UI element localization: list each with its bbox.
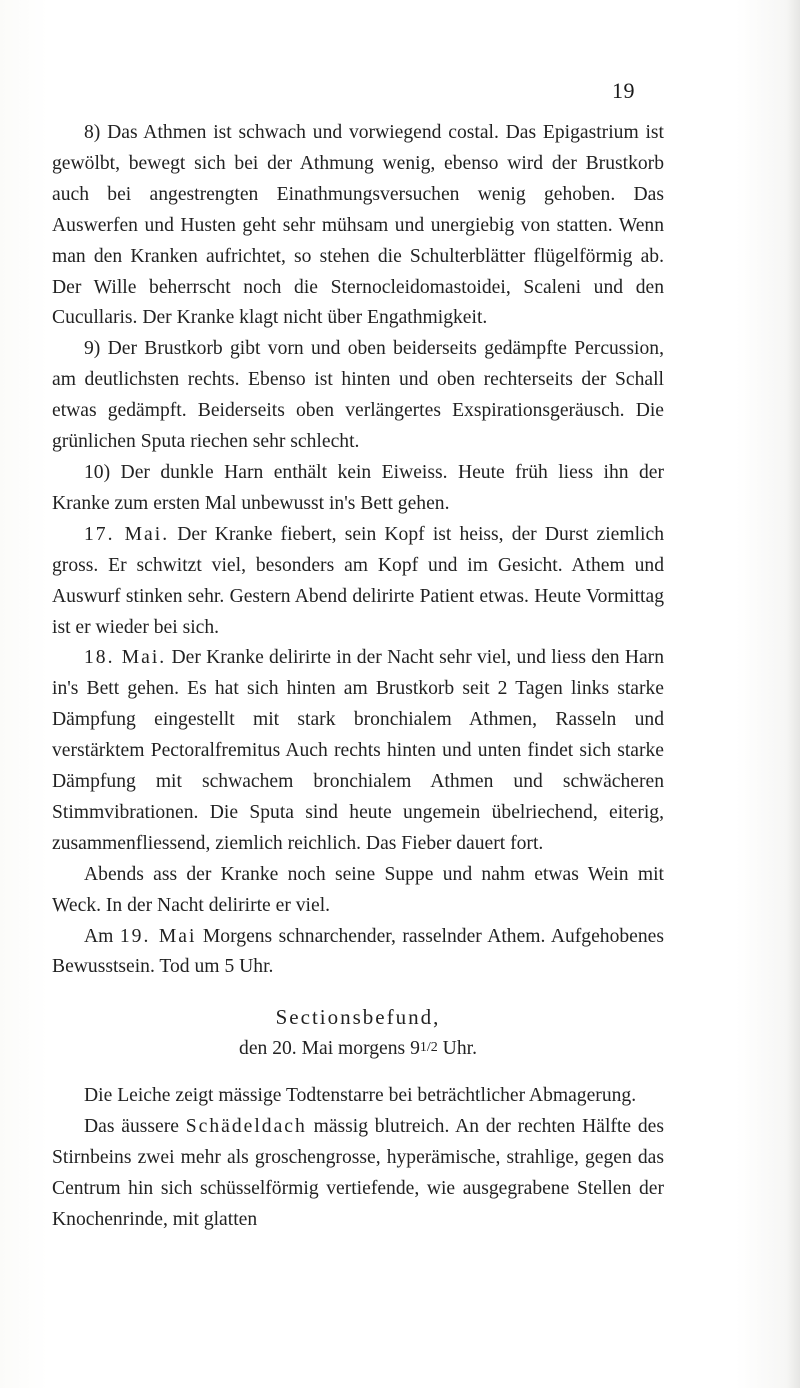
section-subheading xyxy=(52,1033,664,1065)
entry-may-17-text: Der Kranke fiebert, sein Kopf ist heiss, der Durst ziemlich gross. Er schwitzt viel, besonders am Kopf und im Gesicht. Athem und Auswurf stinken sehr. Gestern Abend delirirte Patient etwas. Heute Vormittag ist er wieder bei sich. xyxy=(52,523,664,638)
entry-may-18 xyxy=(52,643,664,859)
page-edge-shadow xyxy=(786,0,800,1388)
entry-may-17 xyxy=(52,520,664,644)
date-may-18: 18. Mai. xyxy=(84,647,167,669)
entry-may-18-text: Der Kranke delirirte in der Nacht sehr viel, und liess den Harn in's Bett gehen. Es hat sich hinten am Brustkorb seit 2 Tagen links starke Dämpfung eingestellt mit stark bronchialem Athmen, Rasseln und verstärktem Pectoralfremitus Auch rechts hinten und unten findet sich starke Dämpfung mit schwachem bronchialem Athmen und schwächeren Stimmvibrationen. Die Sputa sind heute ungemein übelriechend, eiterig, zusammenfliessend, ziemlich reichlich. Das Fieber dauert fort. xyxy=(52,647,664,854)
finding-paragraph-2 xyxy=(52,1112,664,1236)
date-may-17: 17. Mai. xyxy=(84,523,170,545)
finding-2-prefix: Das äussere xyxy=(84,1116,186,1138)
date-may-19: 19. Mai xyxy=(119,925,197,947)
entry-may-19-prefix: Am xyxy=(84,925,120,947)
subheading-suffix: Uhr. xyxy=(437,1038,477,1060)
subheading-fraction: 1/2 xyxy=(419,1040,438,1056)
entry-may-19 xyxy=(52,922,664,984)
finding-2-term: Schädeldach xyxy=(185,1116,307,1138)
entry-may-19-text: Morgens schnarchender, rasselnder Athem. Aufgehobenes Bewusstsein. Tod um 5 Uhr. xyxy=(52,925,665,978)
section-heading: Sectionsbefund, xyxy=(275,1005,441,1030)
page-body xyxy=(52,118,664,1236)
paragraph-9: 9) Der Brustkorb gibt vorn und oben beiderseits gedämpfte Percussion, am deutlichsten rechts. Ebenso ist hinten und oben rechterseits der Schall etwas gedämpft. Beiderseits oben verlängertes Exspirationsgeräusch. Die grünlichen Sputa riechen sehr schlecht. xyxy=(52,338,664,453)
entry-evening: Abends ass der Kranke noch seine Suppe und nahm etwas Wein mit Weck. In der Nacht delirirte er viel. xyxy=(52,863,664,916)
finding-2-text: mässig blutreich. An der rechten Hälfte des Stirnbeins zwei mehr als groschengrosse, hyperämische, strahlige, gegen das Centrum hin sich schüsselförmig vertiefende, wie ausgegrabene Stellen der Knochenrinde, mit glatten xyxy=(52,1116,664,1230)
page-number: 19 xyxy=(612,78,635,103)
finding-paragraph-1: Die Leiche zeigt mässige Todtenstarre bei beträchtlicher Abmagerung. xyxy=(84,1085,637,1107)
paragraph-8: 8) Das Athmen ist schwach und vorwiegend costal. Das Epigastrium ist gewölbt, bewegt sich bei der Athmung wenig, ebenso wird der Brustkorb auch bei angestrengten Einathmungsversuchen wenig gehoben. Das Auswerfen und Husten geht sehr mühsam und unergiebig von statten. Wenn man den Kranken aufrichtet, so stehen die Schulterblätter flügelförmig ab. Der Wille beherrscht noch die Sternocleidomastoidei, Scaleni und den Cucullaris. Der Kranke klagt nicht über Engathmigkeit. xyxy=(52,122,664,329)
paragraph-10: 10) Der dunkle Harn enthält kein Eiweiss. Heute früh liess ihn der Kranke zum ersten Mal unbewusst in's Bett gehen. xyxy=(52,461,664,514)
subheading-prefix: den 20. Mai morgens 9 xyxy=(239,1038,420,1060)
